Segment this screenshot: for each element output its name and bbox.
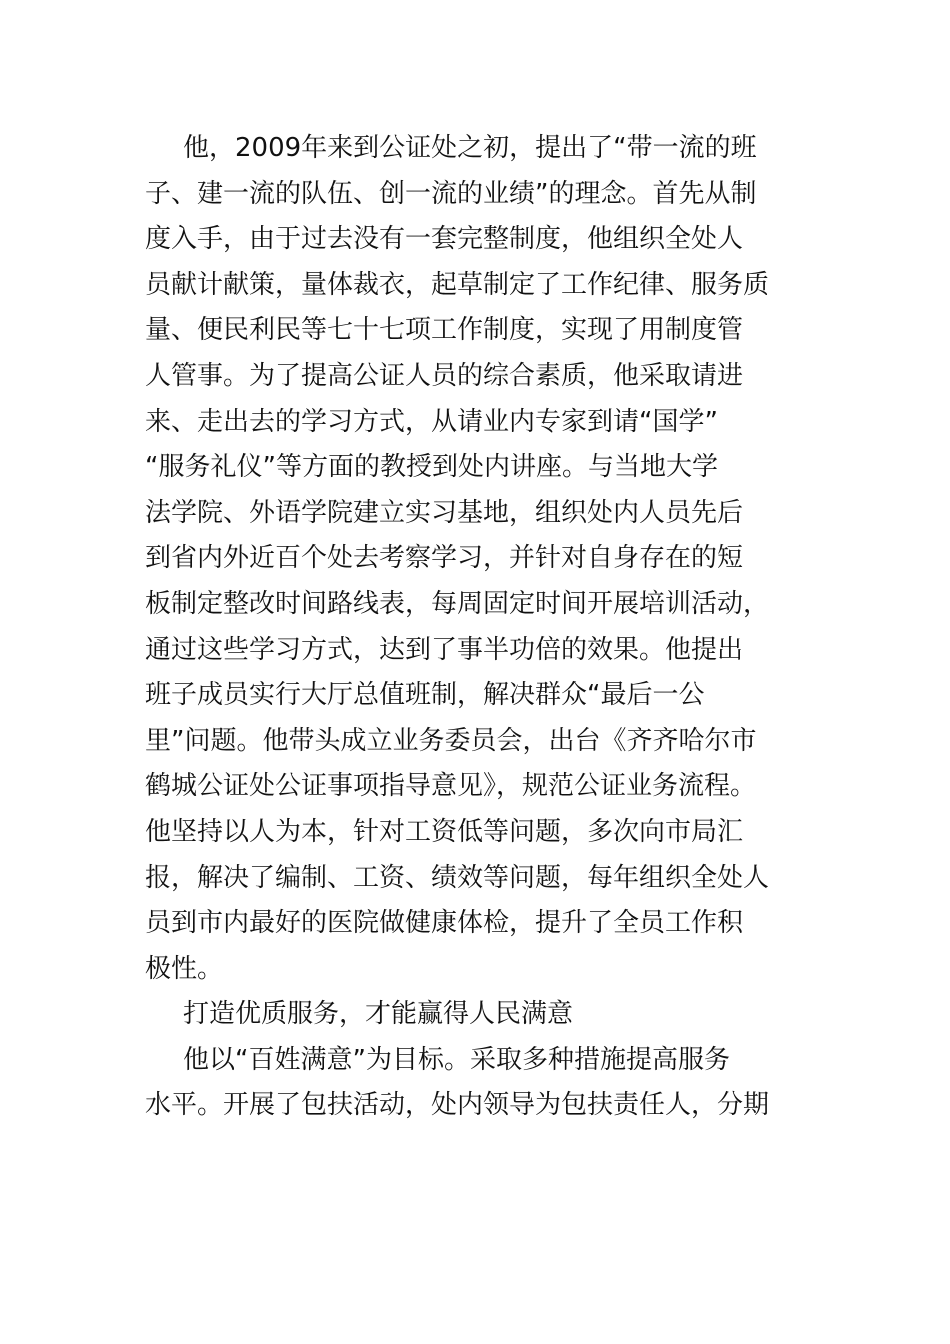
paragraph-line: 板制定整改时间路线表，每周固定时间开展培训活动，	[145, 588, 770, 619]
paragraph-line: 极性。	[145, 953, 224, 984]
paragraph-line: 人管事。为了提高公证人员的综合素质，他采取请进	[145, 360, 744, 391]
paragraph-line: 到省内外近百个处去考察学习，并针对自身存在的短	[145, 543, 744, 574]
paragraph-line: “服务礼仪”等方面的教授到处内讲座。与当地大学	[145, 452, 718, 483]
paragraph-line: 报，解决了编制、工资、绩效等问题，每年组织全处人	[145, 862, 770, 893]
document-body	[145, 126, 825, 1129]
paragraph-line: 子、建一流的队伍、创一流的业绩”的理念。首先从制	[145, 178, 757, 209]
paragraph-line: 员献计献策，量体裁衣，起草制定了工作纪律、服务质	[145, 269, 770, 300]
paragraph-line: 法学院、外语学院建立实习基地，组织处内人员先后	[145, 497, 744, 528]
paragraph-line: 水平。开展了包扶活动，处内领导为包扶责任人，分期	[145, 1090, 770, 1121]
section-heading: 打造优质服务，才能赢得人民满意	[183, 999, 574, 1030]
paragraph-line: 度入手，由于过去没有一套完整制度，他组织全处人	[145, 224, 744, 255]
paragraph-line: 员到市内最好的医院做健康体检，提升了全员工作积	[145, 908, 744, 939]
paragraph-line: 量、便民利民等七十七项工作制度，实现了用制度管	[145, 315, 744, 346]
paragraph-line: 里”问题。他带头成立业务委员会，出台《齐齐哈尔市	[145, 725, 757, 756]
paragraph-line: 通过这些学习方式，达到了事半功倍的效果。他提出	[145, 634, 744, 665]
paragraph-line: 他，2009年来到公证处之初，提出了“带一流的班	[183, 133, 757, 163]
paragraph-line: 来、走出去的学习方式，从请业内专家到请“国学”	[145, 406, 718, 437]
paragraph-line: 鹤城公证处公证事项指导意见》，规范公证业务流程。	[145, 771, 757, 802]
paragraph-line: 他以“百姓满意”为目标。采取多种措施提高服务	[183, 1044, 730, 1075]
paragraph-line: 他坚持以人为本，针对工资低等问题，多次向市局汇	[145, 816, 744, 847]
paragraph-line: 班子成员实行大厅总值班制，解决群众“最后一公	[145, 680, 705, 711]
